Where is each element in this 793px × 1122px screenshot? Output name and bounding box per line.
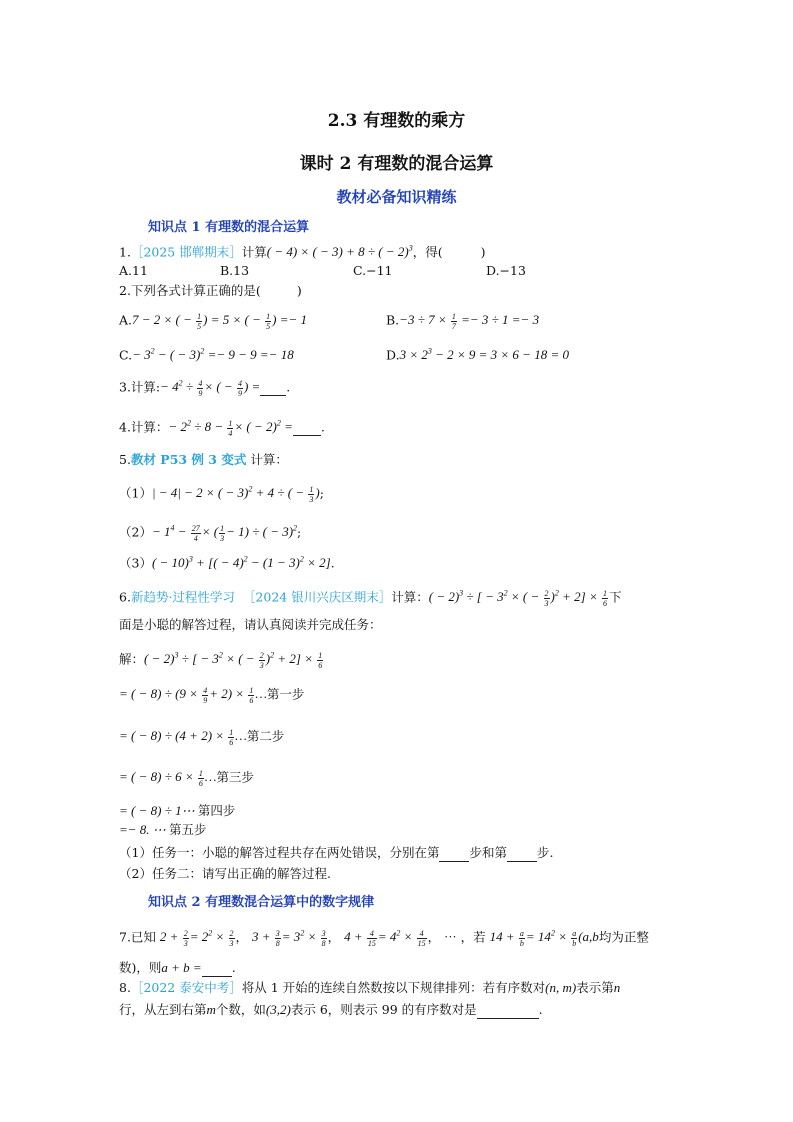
answer-blank[interactable] [439,845,469,862]
source-tag: 教材 P53 例 3 变式 [130,452,247,467]
q5-part-3: $(3)( - 10)^3$ + [( − $4)^2 - (1 - 3)^2 \times 2$]. [119,555,335,571]
q2-option-a[interactable]: A.7 − 2 × ( − $\frac{1}{5}$ ) = 5 × ( − $\frac{1}{5}$ ) =− 1 [119,312,308,331]
q5-part-2: $(2)- 1^4$ − $\frac{27}{4}$ × ( $\frac{1}{3}$ − 1) ÷ ( − 3)$^2$; [119,523,302,543]
question-8: 8.［2022 泰安中考］将从 1 开始的连续自然数按以下规律排列：若有序数对(n, m)表示第n [119,980,621,995]
q2-option-b[interactable]: B.−3 ÷ 7 × $\frac{1}{7}$ =− 3 ÷ 1 =− 3 [386,312,540,331]
answer-blank[interactable] [293,419,321,436]
q2-option-c[interactable]: $C.- 3^2$ − ( − 3)$^2$ =− 9 − 9 =− 18 [119,347,294,363]
knowledge-point-1: 知识点 1 有理数的混合运算 [148,220,310,235]
option-d[interactable]: D.−13 [486,263,526,278]
option-a[interactable]: A.11 [119,263,148,278]
source-tag: ［2022 泰安中考］ [130,980,242,995]
source-tag: ［2024 银川兴庆区期末］ [242,589,392,605]
q5-part-1: （1）| − 4| − 2 × ( − 3)$^2$ + 4 ÷ ( − $\frac{1}{3}$ ); [119,484,324,504]
question-6: 6.新趋势·过程性学习 ［2024 银川兴庆区期末］计算：( − 2)$^3$ ÷ [ − $3^2$ × ( − $\frac{2}{3}$ )$^2$ + 2] × $\frac{1}{6}$ 下 [119,588,622,608]
q6-line-2: 面是小聪的解答过程，请认真阅读并完成任务： [119,617,382,632]
answer-blank[interactable] [507,845,537,862]
question-7: 7.已知 2 + $\frac{2}{3}$ = $2^2$ × $\frac{2}{3}$ ， 3 + $\frac{3}{8}$ = $3^2$ × $\frac{3}{8}$ ， 4 + $\frac{4}{15}$ = $4^2$ × $\frac{4}{15}$ ， ⋯ ，若 14 + $\frac{a}{b}$ = $14^2$ × $\frac{a}{b}$ (a,b均为正整 [119,928,649,948]
answer-blank[interactable] [477,1002,539,1019]
q6-step-2: = ( − 8) ÷ (4 + 2) × $\frac{1}{6}$ …第二步 [119,728,285,747]
trend-tag: 新趋势·过程性学习 [130,589,235,605]
question-4: 4.计算：− $2^2 \div 8$ − $\frac{1}{4}$ × ( − 2)$^2$ = . [119,418,325,438]
q6-task-1: （1）任务一：小聪的解答过程共存在两处错误，分别在第 步和第 步. [119,845,554,860]
answer-blank[interactable] [202,960,232,977]
source-tag: ［2025 邯郸期末］ [130,244,242,260]
q8-line-2: 行，从左到右第m个数，如(3,2)表示 6，则表示 99 的有序数对是 . [119,1002,543,1017]
question-1: 1.［2025 邯郸期末］计算( − 4) × ( − 3) + 8 ÷ ( − 2)$^3$，得( ) [119,244,486,260]
question-5: 5.教材 P53 例 3 变式 计算： [119,452,288,467]
section-title: 2.3 有理数的乘方 [327,111,466,131]
option-c[interactable]: C.−11 [353,263,393,278]
q6-step-3: = ( − 8) ÷ 6 × $\frac{1}{6}$ …第三步 [119,769,254,788]
knowledge-point-2: 知识点 2 有理数混合运算中的数字规律 [148,895,375,910]
q6-step-4: = ( − 8) ÷ 1⋯ 第四步 [119,803,236,818]
q7-line-2: 数)，则a + b = . [119,960,236,975]
option-b[interactable]: B.13 [220,263,250,278]
question-2: 2.下列各式计算正确的是( ) [119,283,302,298]
q2-option-d[interactable]: $D.3 \times 2^3 - 2 \times 9 = 3 \times 6 - 18 = 0$ [386,347,569,363]
question-3: 3.计算:− $4^2$ ÷ $\frac{4}{9}$ × ( − $\frac{4}{9}$ ) = . [119,378,291,398]
lesson-title: 课时 2 有理数的混合运算 [299,154,494,174]
part-title: 教材必备知识精练 [336,188,457,206]
q6-step-1: = ( − 8) ÷ (9 × $\frac{4}{9}$ + 2) × $\frac{1}{6}$ …第一步 [119,686,305,705]
q6-solution-line-0: 解：( − 2)$^3$ ÷ [ − $3^2$ × ( − $\frac{2}{3}$ )$^2$ + 2] × $\frac{1}{6}$ [119,650,323,670]
q6-step-5: =− 8. ⋯ 第五步 [119,822,207,837]
q6-task-2: （2）任务二：请写出正确的解答过程. [119,866,331,881]
answer-blank[interactable] [260,379,286,396]
